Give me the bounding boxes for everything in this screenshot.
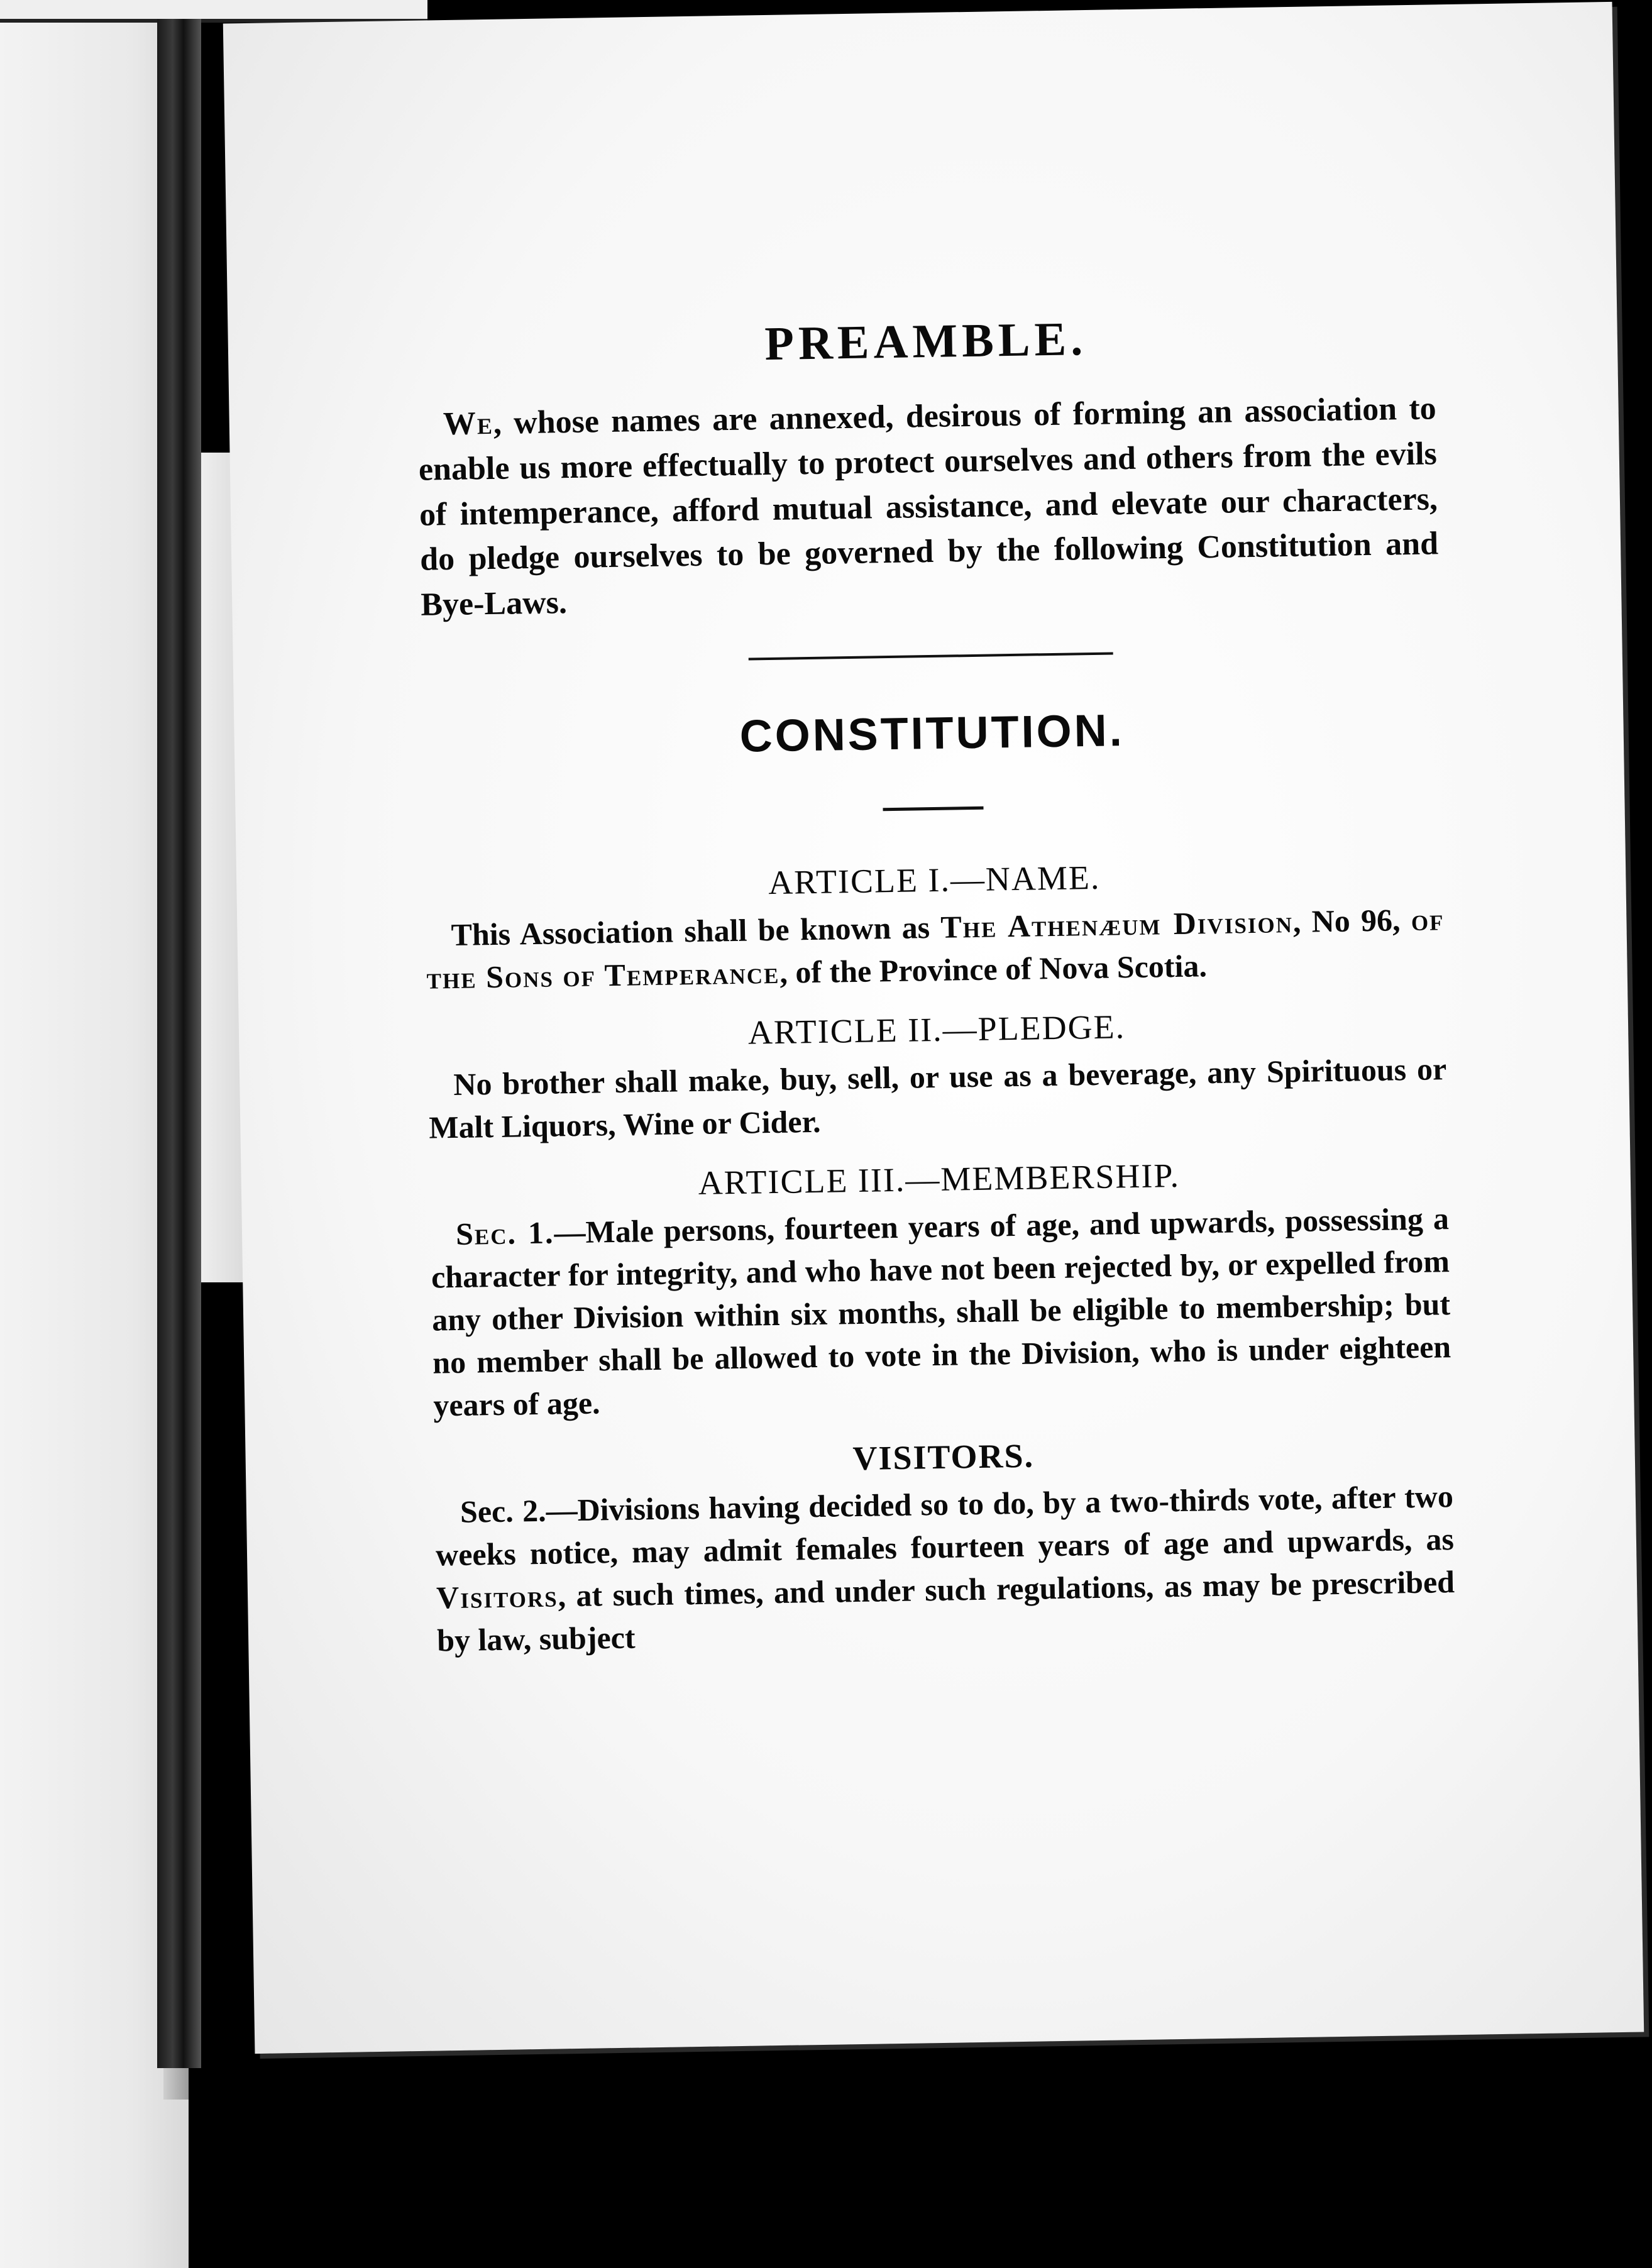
- divider-rule: [749, 652, 1113, 660]
- book-spine: [157, 19, 201, 2068]
- visitors-word: Visitors: [436, 1578, 559, 1616]
- preamble-lead: We: [443, 405, 494, 443]
- article-2-text: No brother shall make, buy, sell, or use as a beverage, any Spirituous or Malt Liquors, Wine or Cider.: [428, 1050, 1447, 1145]
- section-label: Sec. 1.: [455, 1214, 554, 1252]
- order-name: of the Sons of Temperance: [426, 901, 1445, 996]
- article-3-heading: ARTICLE III.—MEMBERSHIP.: [698, 1156, 1181, 1202]
- constitution-title: CONSTITUTION.: [739, 705, 1125, 762]
- division-name: The Athenæum Division: [940, 903, 1294, 945]
- visitors-text: Sec. 2.—Divisions having decided so to do, by a two-thirds vote, after two weeks notice, may admit females fourteen years of age and upwards, as Visitors, at such times, and under such regulations, as may be prescribed by law, subject: [435, 1478, 1455, 1658]
- visitors-heading: VISITORS.: [852, 1436, 1035, 1477]
- article-2-heading: ARTICLE II.—PLEDGE.: [747, 1007, 1126, 1052]
- article-3-text: Sec. 1.—Male persons, fourteen years of age, and upwards, possessing a character for integrity, and who have not been rejected by, or expelled from any other Division within six months, shall be eligible to membership; but no member shall be allowed to vote in the Division, who is under eighteen years of age.: [431, 1200, 1451, 1423]
- preamble-text: [417, 386, 1439, 627]
- bottom-shadow: [189, 2068, 1652, 2268]
- page-content: [416, 306, 1456, 1674]
- article-1-heading: ARTICLE I.—NAME.: [768, 858, 1101, 901]
- top-page-strip: [0, 0, 427, 23]
- preamble-title: PREAMBLE.: [764, 312, 1088, 371]
- preamble-body: , whose names are annexed, desirous of forming an association to enable us more effectually to protect ourselves and others from the evils of intemperance, afford mutual assistance, and elevate our characters, do pledge ourselves to be governed by the following Constitution and Bye-Laws.: [418, 390, 1439, 623]
- short-divider-rule: [883, 806, 983, 811]
- article-1-text: This Association shall be known as The Athenæum Division, No 96, of the Sons of Temperance, of the Province of Nova Scotia.: [426, 901, 1445, 996]
- document-page: [223, 2, 1644, 2054]
